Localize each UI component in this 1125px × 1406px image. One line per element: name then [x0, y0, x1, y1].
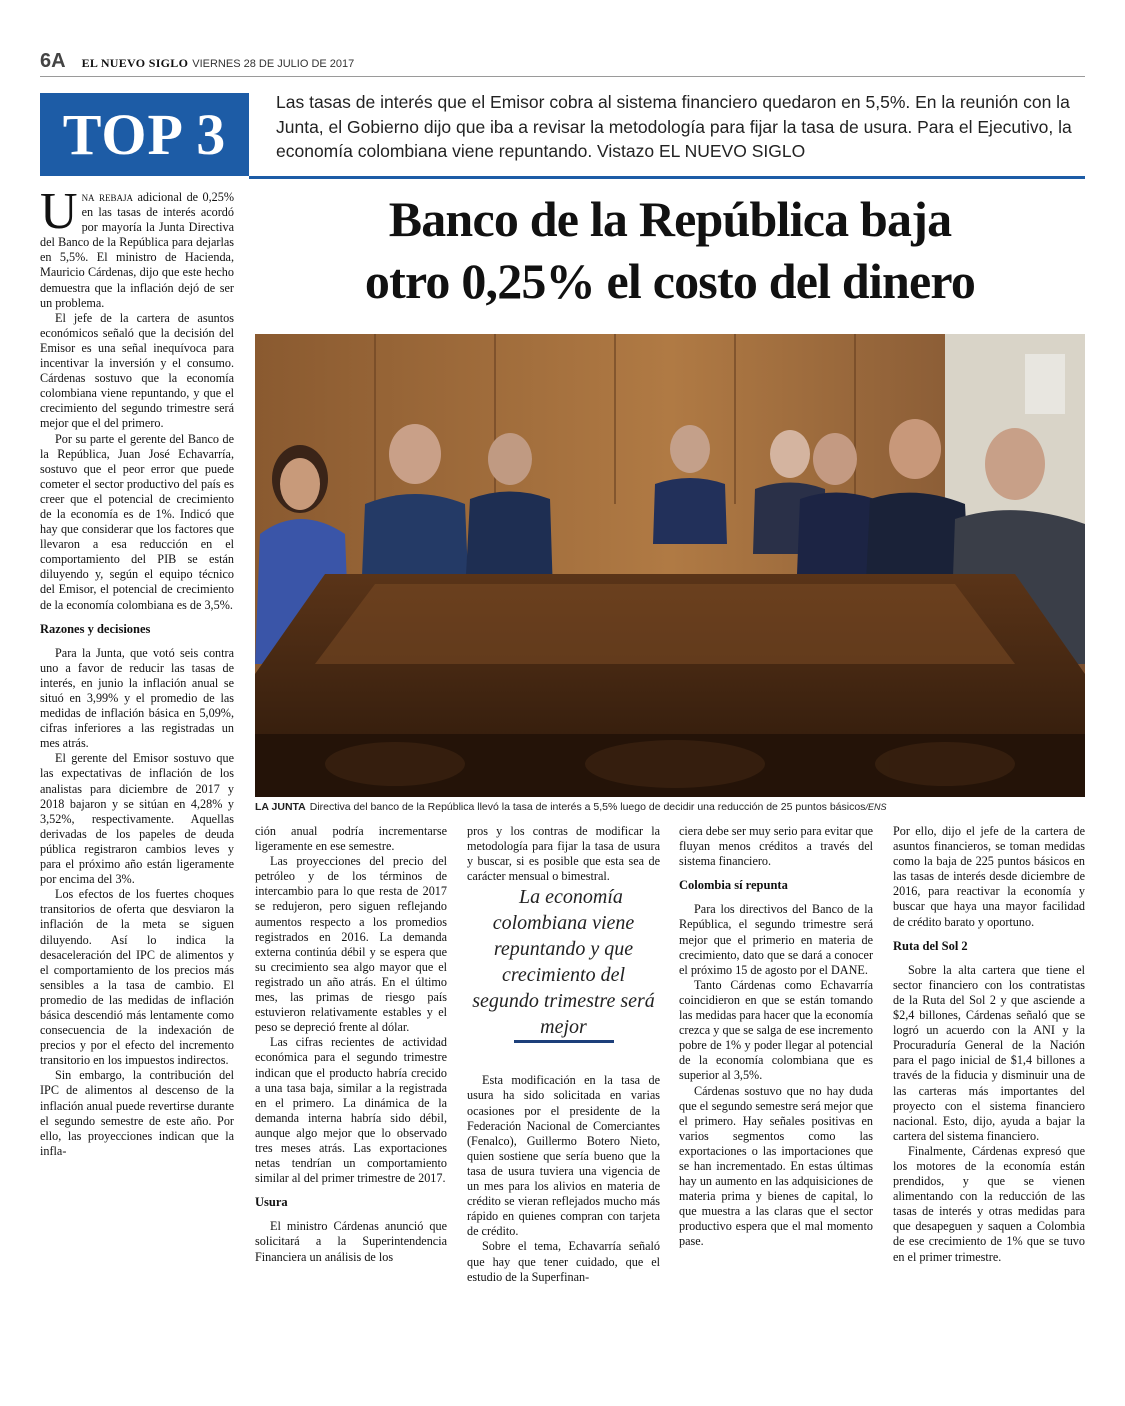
paragraph: Por ello, dijo el jefe de la cartera de asuntos financieros, se toman medidas como la baja de 225 puntos básicos en las tasas de interés desde diciembre de 2016, para reactivar la economía y buscar que haya una mayor facilidad de crédito barato y oportuno. [893, 824, 1085, 929]
paragraph: pros y los contras de modificar la metodología para fijar la tasa de usura y buscar, si es posible que esta sea de carácter mensual o bimestral. [467, 824, 660, 884]
article-column-2 [255, 824, 447, 1304]
top3-summary: Las tasas de interés que el Emisor cobra al sistema financiero quedaron en 5,5%. En la reunión con la Junta, el Gobierno dijo que iba a revisar la metodología para fijar la tasa de usura. Para el Ejecutivo, la economía colombiana viene repuntando. Vistazo EL NUEVO SIGLO [276, 92, 1072, 161]
paragraph: Para los directivos del Banco de la República, el segundo trimestre será mejor que el primerio en materia de crecimiento, dato que se dará a conocer el próximo 15 de agosto por el DANE. [679, 902, 873, 977]
article-lead-paragraph [40, 190, 234, 311]
lead-smallcaps: na rebaja [81, 190, 134, 204]
paragraph: Por su parte el gerente del Banco de la República, Juan José Echavarría, sostuvo que el peor error que puede cometer el sector productivo del país es creer que el potencial de crecimiento de la economía es de 1%. Indicó que hay que considerar que los factores que llevaron a esa reducción en el comportamiento del PIB se están diluyendo y, según el equipo técnico del Emisor, el potencial de crecimiento de la economía colombiana es de 3,5%. [40, 431, 234, 612]
pull-quote: La economía colombiana viene repuntando y que crecimiento del segundo trimestre será mejor [472, 886, 655, 1039]
paragraph: ciera debe ser muy serio para evitar que fluyan menos créditos a través del sistema financiero. [679, 824, 873, 869]
caption-text: Directiva del banco de la República llevó la tasa de interés a 5,5% luego de decidir una reducción de 25 puntos básicos [309, 801, 866, 813]
meeting-photo-illustration [255, 334, 1085, 797]
meeting-photo [255, 334, 1085, 797]
paragraph: Tanto Cárdenas como Echavarría coincidieron en que se están tomando las medidas para hacer que la economía crezca y que se salga de ese incremento pobre de 1% y poder llegar al potencial de la economía colombiana que es superior al 3,5%. [679, 977, 873, 1083]
top3-label: TOP 3 [62, 102, 227, 167]
page-header [40, 50, 1085, 77]
article-column-5 [893, 824, 1085, 1390]
subhead-colombia: Colombia sí repunta [679, 878, 788, 893]
paragraph: Sobre el tema, Echavarría señaló que hay que tener cuidado, que el estudio de la Superfinan- [467, 1239, 660, 1284]
publication-date: VIERNES 28 DE JULIO DE 2017 [192, 58, 355, 70]
article-column-3 [467, 824, 660, 1390]
article-column-4 [679, 824, 873, 1390]
publication-name: EL NUEVO SIGLO [81, 56, 189, 70]
paragraph: Sobre la alta cartera que tiene el sector financiero con los contratistas de la Ruta del Sol 2 y que asciende a $2,4 billones, Cárdenas señaló que se logró un acuerdo con la ANI y la Procuraduría General de la Nación para el pago inicial de $1,4 billones a través de la fiducia y disminuir una de las carteras más importantes del proyecto con el sistema financiero nacional. Esto, dijo, ayuda a bajar la cartera del sistema financiero. [893, 962, 1085, 1143]
top3-badge [40, 93, 249, 176]
lead-text: adicional de 0,25% en las tasas de interés acordó por mayoría la Junta Directiva del Banco de la República para dejarlas en 5,5%. El ministro de Hacienda, Mauricio Cárdenas, dijo que este hecho demuestra que la inflación dejó de ser un problema. [40, 190, 234, 310]
article-column-1 [40, 190, 234, 1390]
paragraph: Las cifras recientes de actividad económica para el segundo trimestre indican que el producto habría crecido a una tasa baja, similar a la registrada en el primero. La dinámica de la demanda interna habría sido débil, aunque algo mejor que lo observado tres meses atrás. Las exportaciones netas tendrían un comportamiento similar al del primer trimestre de 2017. [255, 1035, 447, 1186]
photo-caption [255, 801, 1085, 813]
headline-line-1: Banco de la República baja [388, 191, 952, 247]
page-number: 6A [40, 50, 66, 72]
paragraph: El gerente del Emisor sostuvo que las expectativas de inflación de los analistas para diciembre de 2017 y 2018 bajaron y se sitúan en 4,28% y 3,52%, respectivamente. Aquellas derivadas de los papeles de deuda pública registraron cambios leves y para el próximo año están ligeramente por encima del 3%. [40, 751, 234, 887]
paragraph: ción anual podría incrementarse ligeramente en ese semestre. [255, 824, 447, 854]
paragraph: Para la Junta, que votó seis contra uno a favor de reducir las tasas de interés, en junio la inflación anual se situó en 3,99% y el promedio de las medidas de inflación básica en 5,09%, cifras inferiores a las registradas un mes atrás. [40, 645, 234, 751]
paragraph: Los efectos de los fuertes choques transitorios de oferta que desviaron la inflación de la meta se siguen diluyendo. Así lo indica la desaceleración del IPC de alimentos y el comportamiento de los precios más sensibles a la tasa de cambio. El promedio de las medidas de inflación básica descendió más lentamente como consecuencia de la indexación de precios y por el efecto del incremento transitorio en los impuestos indirectos. [40, 887, 234, 1068]
paragraph: Sin embargo, la contribución del IPC de alimentos al descenso de la inflación anual puede revertirse durante el segundo semestre de este año. Por ello, las proyecciones indican que la infla- [40, 1068, 234, 1158]
paragraph: El ministro Cárdenas anunció que solicitará a la Superintendencia Financiera un análisis de los [255, 1219, 447, 1264]
pull-quote-rule [514, 1040, 614, 1043]
headline [255, 188, 1085, 312]
paragraph: Esta modificación en la tasa de usura ha sido solicitada en varias ocasiones por el presidente de la Federación Nacional de Comerciantes (Fenalco), Guillermo Botero Nieto, quien sostiene que sería bueno que la tasa de usura tuviera una vigencia de un mes para los alivios en materia de crédito se vieran reflejados mucho más rápido en quienes compran con tarjeta de crédito. [467, 1073, 660, 1239]
caption-lead: LA JUNTA [255, 801, 306, 813]
subhead-razones: Razones y decisiones [40, 621, 151, 636]
headline-line-2: otro 0,25% el costo del dinero [364, 253, 976, 309]
subhead-usura: Usura [255, 1195, 288, 1210]
subhead-ruta: Ruta del Sol 2 [893, 938, 968, 953]
photo-credit: /ENS [865, 802, 887, 812]
top3-divider [249, 176, 1085, 179]
paragraph: Cárdenas sostuvo que no hay duda que el segundo semestre será mejor que el primero. Hay señales positivas en varios segmentos como las exportaciones o las importaciones que se han incrementado. En estas últimas hay un aumento en las adquisiciones de materia prima y bienes de capital, lo que muestra a las claras que el sector productivo espera que el mal momento pase. [679, 1083, 873, 1249]
dropcap: U [40, 190, 78, 240]
paragraph: Finalmente, Cárdenas expresó que los motores de la economía están prendidos, y que se vienen alimentando con la reducción de las tasas de interés y otras medidas para que desapeguen y saquen a Colombia de ese crecimiento de 1% que se tuvo en el primer trimestre. [893, 1143, 1085, 1264]
paragraph: El jefe de la cartera de asuntos económicos señaló que la decisión del Emisor es una señal inequívoca para incentivar la inversión y el consumo. Cárdenas sostuvo que la economía colombiana viene repuntando, y que el crecimiento del segundo trimestre será mejor que el del primero. [40, 310, 234, 431]
paragraph: Las proyecciones del precio del petróleo y de los términos de intercambio para lo que resta de 2017 se redujeron, pero siguen reflejando aumentos respecto a los promedios registrados en 2016. La demanda externa continúa débil y se espera que su crecimiento sea algo mayor que el registrado un año atrás. En el último mes, las primas de riesgo país estuvieron relativamente estables y el peso se depreció frente al dólar. [255, 854, 447, 1035]
